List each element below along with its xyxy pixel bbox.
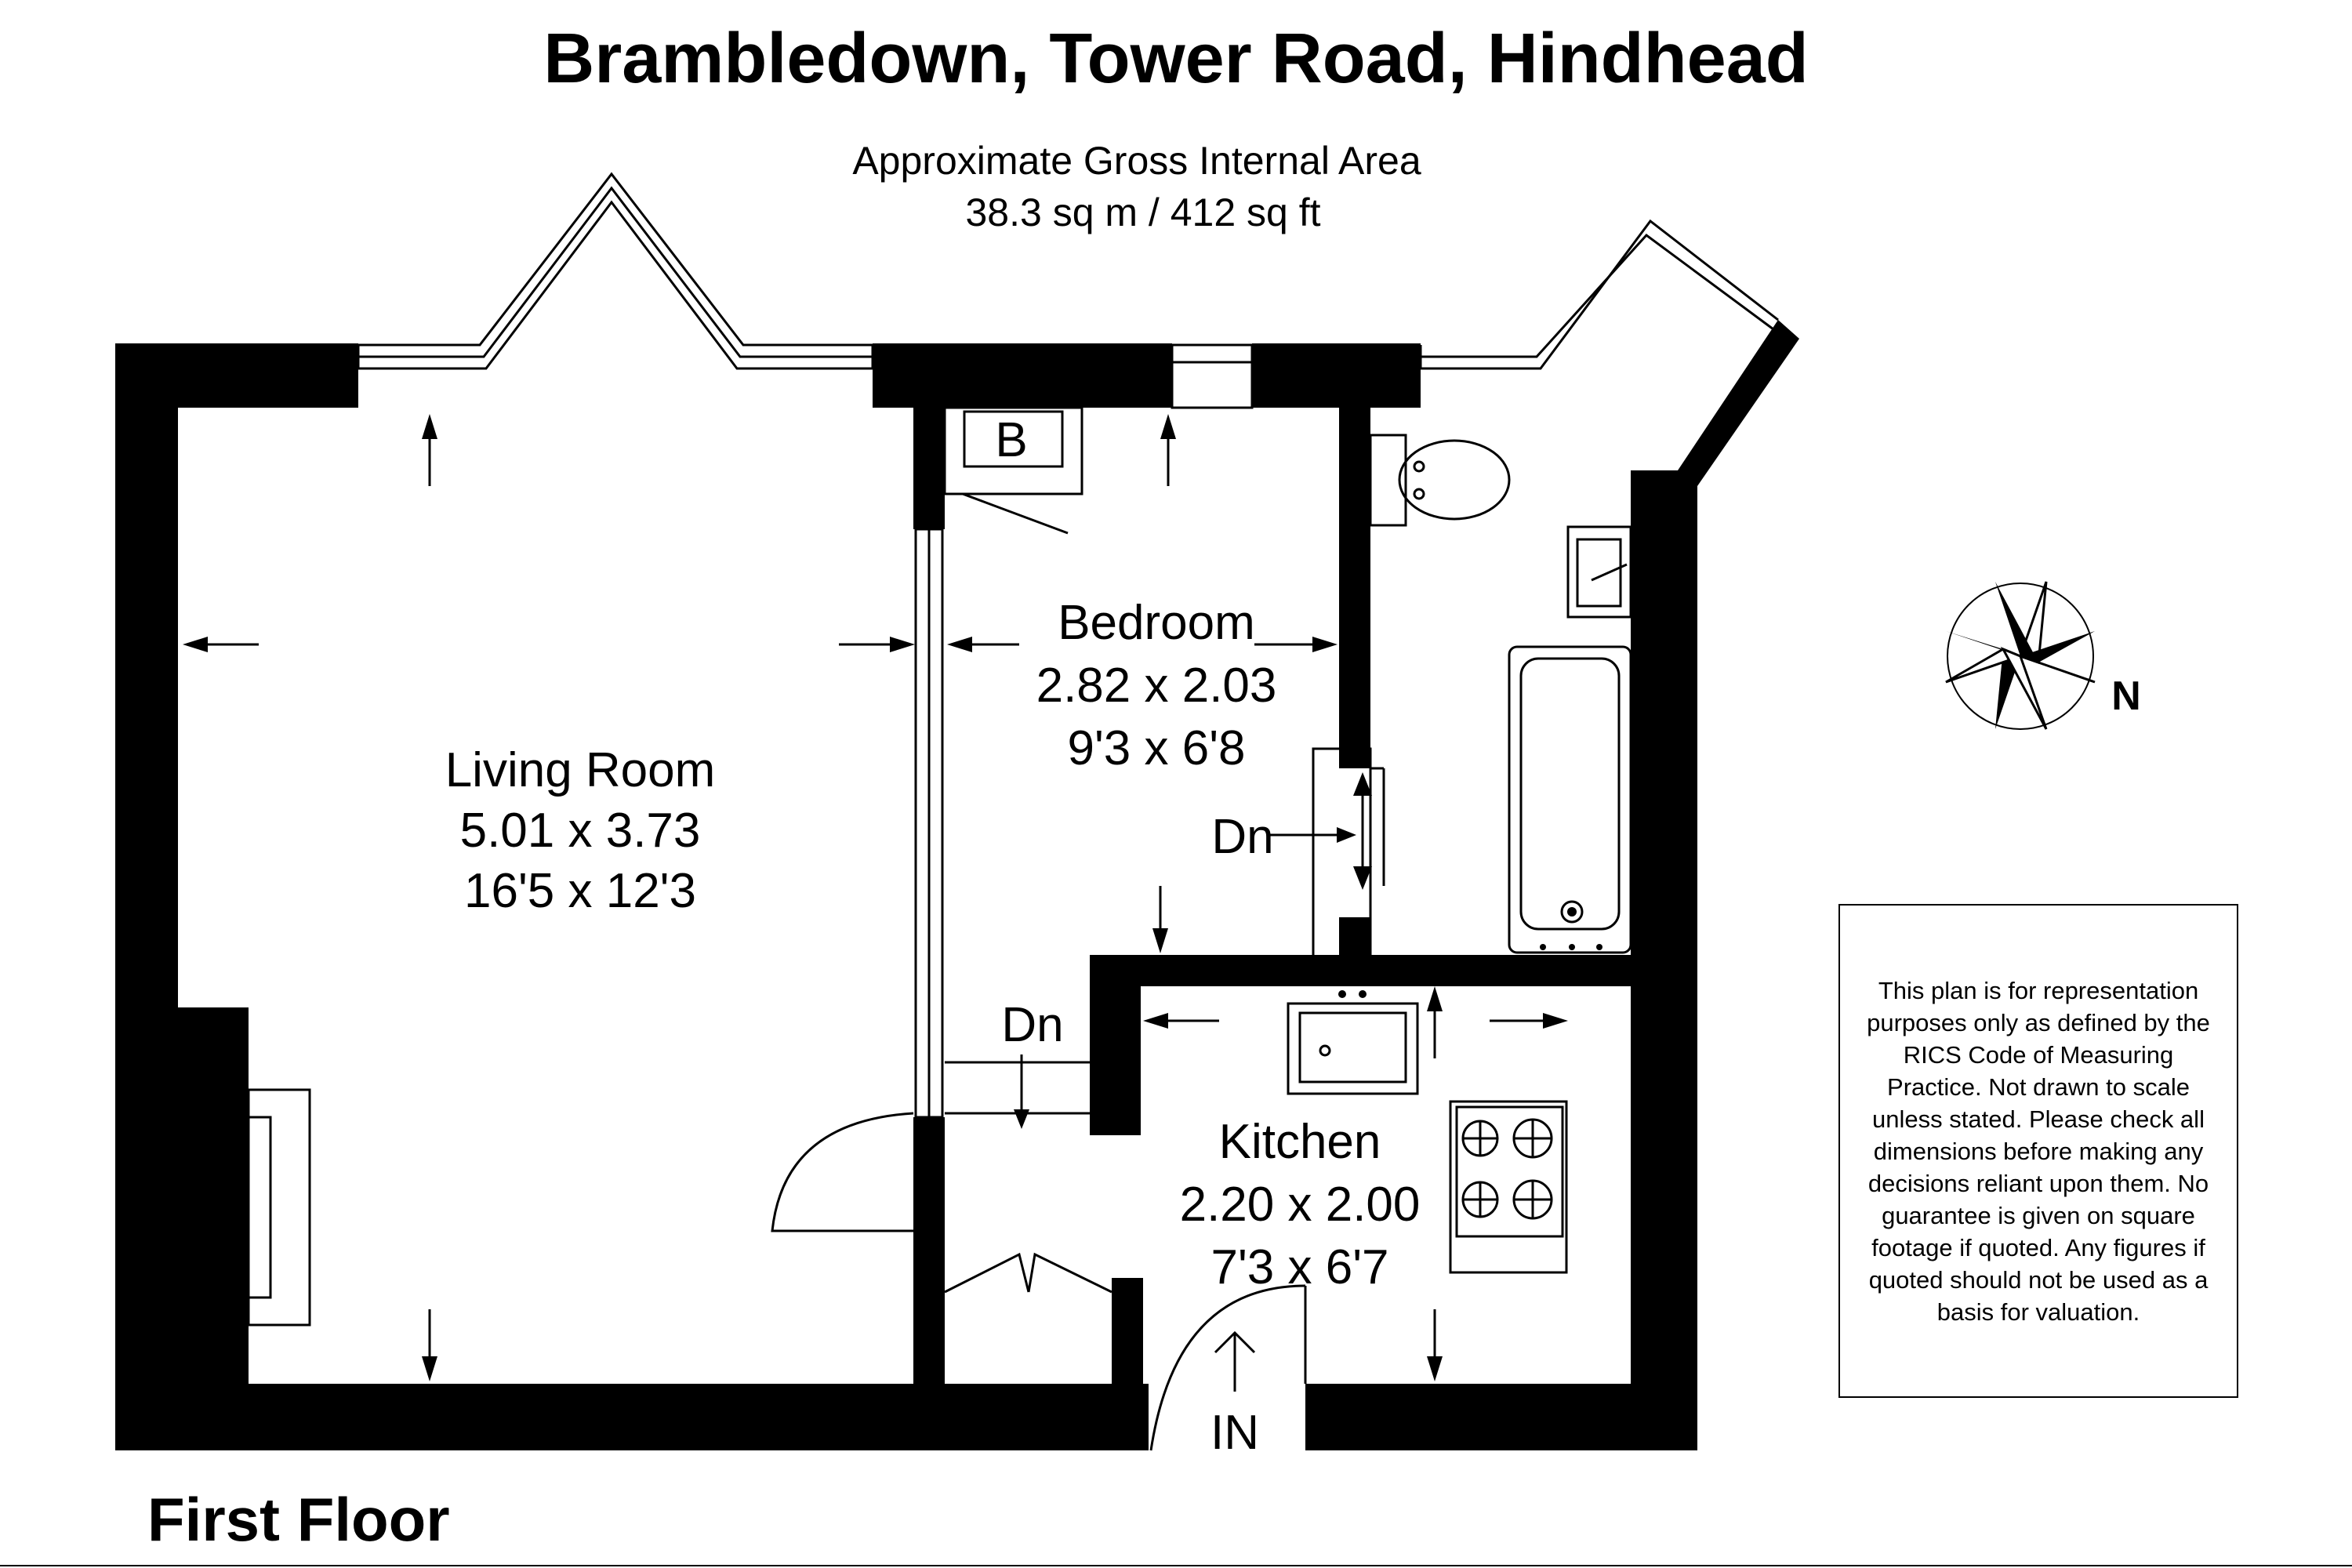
kitchen-sink (1288, 990, 1417, 1094)
entrance-label: IN (1210, 1406, 1259, 1460)
stairs-down-label-hall: Dn (1001, 998, 1064, 1052)
floor-label: First Floor (147, 1485, 450, 1554)
area-label: Approximate Gross Internal Area (852, 139, 1421, 183)
living-door (772, 1113, 913, 1231)
living-room-label (445, 743, 716, 918)
bedroom-imperial: 9'3 x 6'8 (1067, 721, 1246, 775)
kitchen-label (1180, 1115, 1421, 1294)
kitchen-imperial: 7'3 x 6'7 (1210, 1240, 1389, 1294)
hob-rings (1463, 1120, 1552, 1218)
plan-title: Brambledown, Tower Road, Hindhead (543, 20, 1809, 98)
bedroom-name: Bedroom (1058, 596, 1255, 650)
boiler-cupboard (945, 408, 1082, 533)
partition-wall (916, 529, 942, 1117)
kitchen-metric: 2.20 x 2.00 (1179, 1178, 1421, 1232)
bedroom-metric: 2.82 x 2.03 (1036, 659, 1277, 713)
disclaimer-text: This plan is for representation purposes only as defined by the RICS Code of Measuring Practice. Not drawn to scale unless stated. Please check all dimensions before making any decisions reliant upon them. No guarantee is given on square footage if quoted. Any figures if quoted should not be used as a basis for valuation. (1867, 977, 2210, 1326)
washbasin (1568, 527, 1631, 617)
kitchen-name: Kitchen (1218, 1115, 1381, 1169)
bathtub (1509, 647, 1631, 953)
disclaimer-box (1838, 904, 2238, 1398)
cupboard-doors (945, 1254, 1112, 1292)
living-room-metric: 5.01 x 3.73 (459, 804, 701, 858)
bathroom-window (1421, 221, 1778, 368)
bay-window (358, 174, 873, 368)
stairs-down-label-bedroom: Dn (1211, 810, 1274, 864)
fireplace (249, 1090, 310, 1325)
living-room-imperial: 16'5 x 12'3 (463, 864, 697, 918)
bedroom-window (1172, 345, 1252, 408)
north-label: N (2111, 673, 2141, 719)
hall-stair (945, 1054, 1090, 1129)
walls (115, 320, 1799, 1450)
bedroom-label (1036, 596, 1277, 775)
living-room-name: Living Room (445, 743, 716, 797)
area-value: 38.3 sq m / 412 sq ft (965, 191, 1321, 234)
wc (1370, 435, 1509, 525)
boiler-label: B (995, 413, 1028, 467)
cooker-hob (1450, 1102, 1566, 1272)
compass-icon (1946, 582, 2095, 729)
